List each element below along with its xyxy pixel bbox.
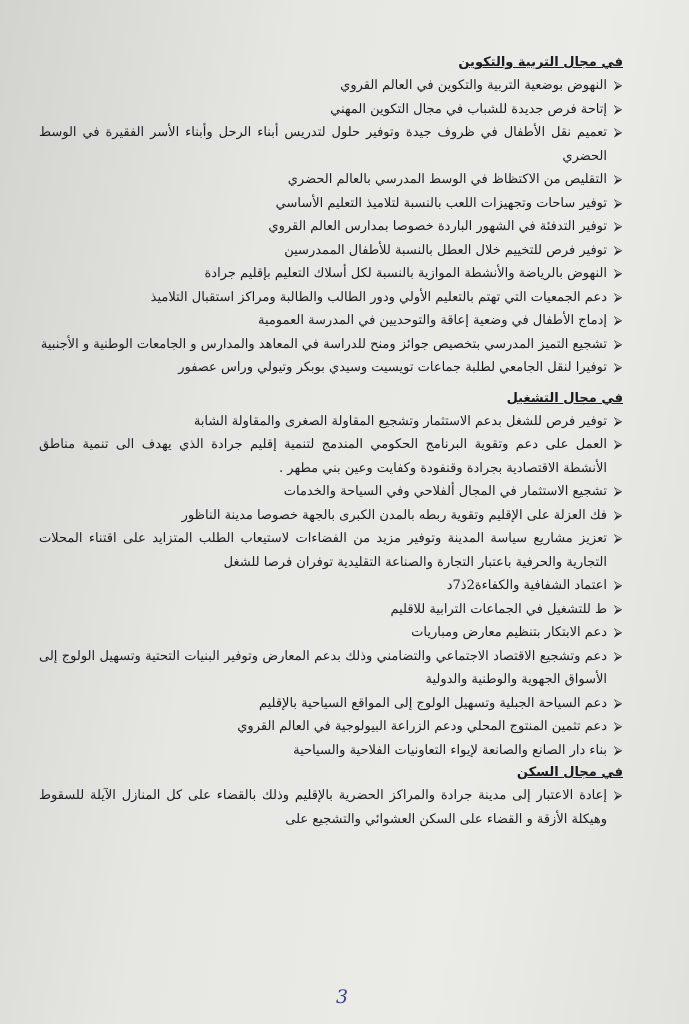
list-item: ⮚ اعتماد الشفافية والكفاءة2ذ7د	[39, 574, 607, 598]
list-item: ⮚ توفير فرص للتخييم خلال العطل بالنسبة للأطفال الممدرسين	[39, 239, 607, 263]
arrow-bullet-icon: ⮚	[613, 601, 623, 616]
list-item: ⮚ دعم السياحة الجبلية وتسهيل الولوج إلى المواقع السياحية بالإقليم	[39, 692, 607, 716]
arrow-bullet-icon: ⮚	[613, 578, 623, 592]
page-number: 3	[336, 986, 349, 1008]
list-item: ⮚ توفيرا لنقل الجامعي لطلبة جماعات تويسيت وسيدي بوبكر وتيولي وراس عصفور	[39, 356, 607, 380]
list-item: ⮚ النهوض بوضعية التربية والتكوين في العالم القروي	[39, 74, 607, 98]
list-item: ⮚ إعادة الاعتبار إلى مدينة جرادة والمراكز الحضرية بالإقليم وذلك بالقضاء على كل المنازل الآيلة للسقوط وهيكلة الأزقة و القضاء على السكن العشوائي والتشجيع على	[39, 784, 607, 831]
list-item: ⮚ النهوض بالرياضة والأنشطة الموازية بالنسبة لكل أسلاك التعليم بإقليم جرادة	[39, 262, 607, 286]
arrow-bullet-icon: ⮚	[613, 360, 623, 374]
list-item: ⮚ تشجيع الاستثمار في المجال ألفلاحي وفي السياحة والخدمات	[39, 480, 607, 504]
document-body	[39, 52, 627, 831]
section-heading-education: في مجال التربية والتكوين	[458, 55, 623, 70]
list-item: ⮚ التقليص من الاكتظاظ في الوسط المدرسي بالعالم الحضري	[39, 168, 607, 192]
list-item: ⮚ العمل على دعم وتقوية البرنامج الحكومي المندمج لتنمية إقليم جرادة الذي يهدف الى تنمية مناطق الأنشطة الاقتصادية بجرادة وقنفودة وكفايت وعين بني مطهر .	[39, 433, 607, 480]
arrow-bullet-icon: ⮚	[613, 172, 623, 186]
arrow-bullet-icon: ⮚	[613, 484, 623, 498]
section-heading-employment: في مجال التشغيل	[506, 390, 623, 406]
list-item: ⮚ دعم تثمين المنتوج المحلي ودعم الزراعة البيولوجية في العالم القروي	[39, 715, 607, 739]
list-item: ⮚ تعميم نقل الأطفال في ظروف جيدة وتوفير حلول لتدريس أبناء الرحل وأبناء الأسر الفقيرة في الوسط الحضري	[39, 121, 607, 168]
list-item: ⮚ دعم الابتكار بتنظيم معارض ومباريات	[39, 621, 607, 645]
arrow-bullet-icon: ⮚	[613, 413, 623, 428]
list-item: ⮚ بناء دار الصانع والصانعة لإيواء التعاونيات الفلاحية والسياحية	[39, 739, 607, 763]
education-list	[39, 74, 627, 380]
employment-list	[39, 410, 627, 763]
arrow-bullet-icon: ⮚	[613, 101, 623, 116]
list-item: ⮚ توفير ساحات وتجهيزات اللعب بالنسبة لتلاميذ التعليم الأساسي	[39, 192, 607, 216]
housing-list	[39, 784, 627, 831]
arrow-bullet-icon: ⮚	[613, 195, 623, 210]
list-item: ⮚ دعم وتشجيع الاقتصاد الاجتماعي والتضامني وذلك بدعم المعارض وتوفير البنيات التحتية وتسهيل الولوج إلى الأسواق الجهوية والوطنية والدولية	[39, 645, 607, 692]
arrow-bullet-icon: ⮚	[613, 125, 623, 139]
list-item: ⮚ توفير التدفئة في الشهور الباردة خصوصا بمدارس العالم القروي	[39, 215, 607, 239]
list-item: ⮚ تشجيع التميز المدرسي بتخصيص جوائز ومنح للدراسة في المعاهد والمدارس و الجامعات الوطنية و الأجنبية	[39, 333, 607, 357]
arrow-bullet-icon: ⮚	[613, 437, 623, 451]
arrow-bullet-icon: ⮚	[613, 695, 623, 710]
arrow-bullet-icon: ⮚	[613, 242, 623, 257]
section-heading-housing: في مجال السكن	[516, 765, 623, 780]
arrow-bullet-icon: ⮚	[613, 719, 623, 733]
arrow-bullet-icon: ⮚	[613, 78, 623, 92]
list-item: ⮚ تعزيز مشاريع سياسة المدينة وتوفير مزيد من الفضاءات لاستيعاب الطلب المتزايد على اقتناء المحلات التجارية والحرفية باعتبار التجارة والصناعة التقليدية توفران فرصا للشغل	[39, 527, 607, 574]
arrow-bullet-icon: ⮚	[613, 266, 623, 280]
list-item: ⮚ توفير فرص للشغل بدعم الاستثمار وتشجيع المقاولة الصغرى والمقاولة الشابة	[39, 410, 607, 434]
arrow-bullet-icon: ⮚	[613, 313, 623, 327]
arrow-bullet-icon: ⮚	[613, 788, 623, 802]
list-item: ⮚ دعم الجمعيات التي تهتم بالتعليم الأولي ودور الطالب والطالبة ومراكز استقبال التلاميذ	[39, 286, 607, 310]
arrow-bullet-icon: ⮚	[613, 648, 623, 663]
arrow-bullet-icon: ⮚	[613, 531, 623, 545]
arrow-bullet-icon: ⮚	[613, 219, 623, 233]
arrow-bullet-icon: ⮚	[613, 625, 623, 639]
list-item: ⮚ إدماج الأطفال في وضعية إعاقة والتوحديين في المدرسة العمومية	[39, 309, 607, 333]
arrow-bullet-icon: ⮚	[613, 507, 623, 522]
arrow-bullet-icon: ⮚	[613, 742, 623, 757]
arrow-bullet-icon: ⮚	[613, 289, 623, 304]
arrow-bullet-icon: ⮚	[613, 336, 623, 351]
list-item: ⮚ إتاحة فرص جديدة للشباب في مجال التكوين المهني	[39, 98, 607, 122]
list-item: ⮚ فك العزلة على الإقليم وتقوية ربطه بالمدن الكبرى بالجهة خصوصا مدينة الناظور	[39, 504, 607, 528]
list-item: ⮚ ط للتشغيل في الجماعات الترابية للاقليم	[39, 598, 607, 622]
